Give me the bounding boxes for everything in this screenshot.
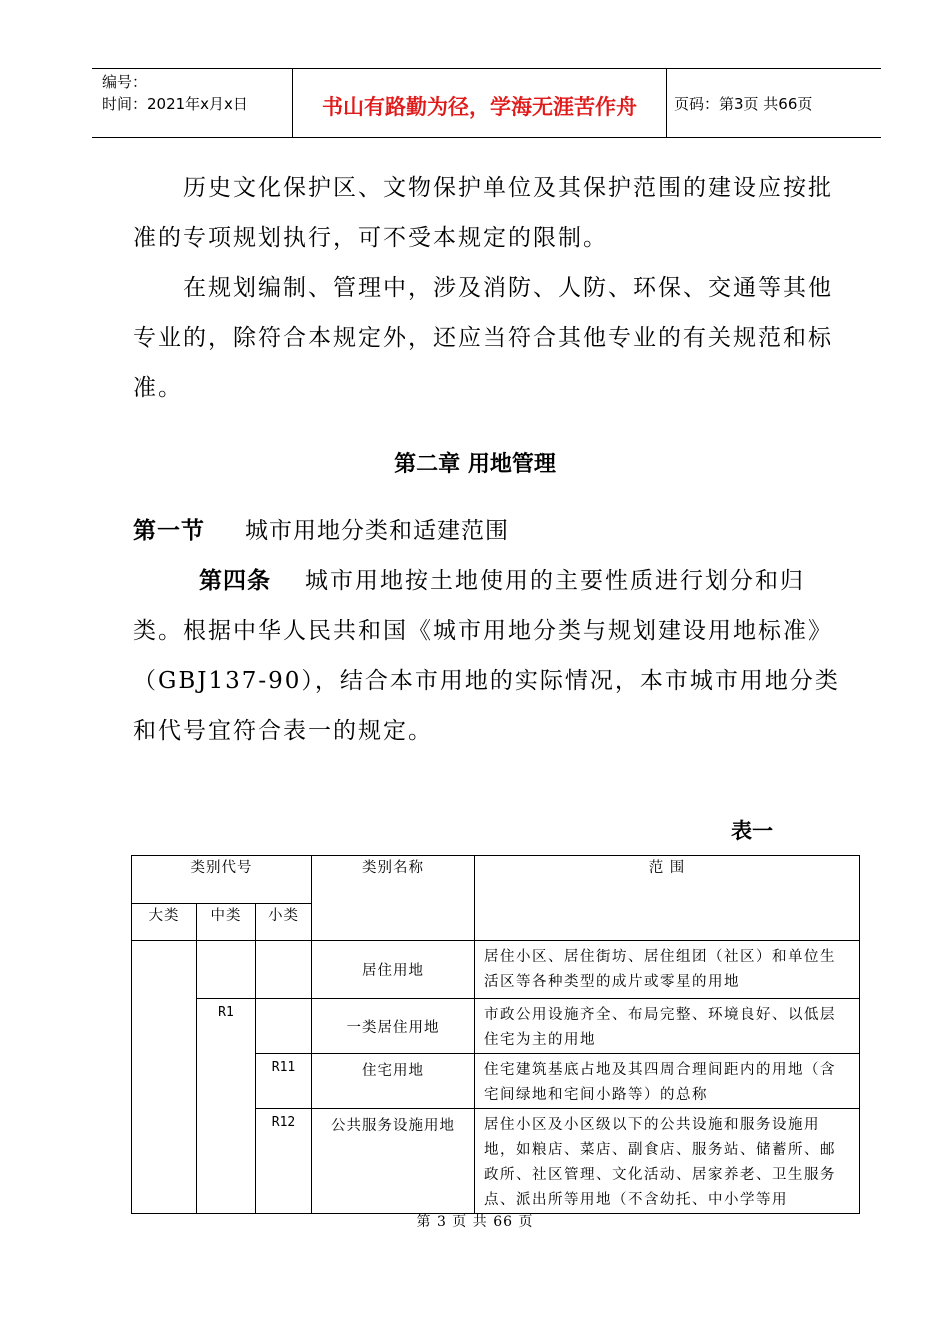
cell-minor: R11 bbox=[256, 1054, 312, 1109]
cell-scope: 居住小区及小区级以下的公共设施和服务设施用地，如粮店、菜店、副食店、服务站、储蓄所、邮政所、社区管理、文化活动、居家养老、卫生服务点、派出所等用地（不含幼托、中小学等用 bbox=[475, 1109, 860, 1214]
paragraph-historic-protection: 历史文化保护区、文物保护单位及其保护范围的建设应按批准的专项规划执行，可不受本规定的限制。 bbox=[133, 175, 833, 251]
article-number: 第四条 bbox=[199, 568, 271, 594]
cell-major bbox=[132, 941, 197, 1214]
section-title: 城市用地分类和适建范围 bbox=[245, 518, 509, 544]
cell-scope: 市政公用设施齐全、布局完整、环境良好、以低层住宅为主的用地 bbox=[475, 999, 860, 1054]
header-slogan: 书山有路勤为径，学海无涯苦作舟 bbox=[322, 94, 637, 119]
header-slogan-cell bbox=[292, 69, 667, 137]
document-time-label: 时间：2021年x月x日 bbox=[102, 95, 248, 113]
article-paragraph bbox=[133, 556, 853, 756]
header-meta bbox=[92, 69, 292, 137]
cell-name: 一类居住用地 bbox=[312, 999, 475, 1054]
cell-minor: R12 bbox=[256, 1109, 312, 1214]
chapter-title: 第二章 用地管理 bbox=[394, 452, 556, 477]
header-page-info: 页码：第3页 共66页 bbox=[674, 95, 813, 113]
cell-name: 公共服务设施用地 bbox=[312, 1109, 475, 1214]
header-category-name: 类别名称 bbox=[312, 856, 475, 941]
section-heading bbox=[133, 512, 509, 545]
paragraph-other-specialties: 在规划编制、管理中，涉及消防、人防、环保、交通等其他专业的，除符合本规定外，还应当符合其他专业的有关规范和标准。 bbox=[133, 275, 833, 401]
cell-name: 住宅用地 bbox=[312, 1054, 475, 1109]
table-row bbox=[132, 941, 860, 999]
cell-name: 居住用地 bbox=[312, 941, 475, 999]
cell-medium: R1 bbox=[197, 999, 256, 1214]
header-code-group: 类别代号 bbox=[132, 856, 312, 904]
cell-medium bbox=[197, 941, 256, 999]
document-number-label: 编号： bbox=[102, 73, 148, 91]
section-number: 第一节 bbox=[133, 518, 205, 544]
header-medium: 中类 bbox=[197, 904, 256, 941]
cell-minor bbox=[256, 941, 312, 999]
page-footer: 第 3 页 共 66 页 bbox=[416, 1214, 534, 1230]
page-header bbox=[92, 68, 881, 138]
cell-scope: 住宅建筑基底占地及其四周合理间距内的用地（含宅间绿地和宅间小路等）的总称 bbox=[475, 1054, 860, 1109]
header-minor: 小类 bbox=[256, 904, 312, 941]
article-text: 城市用地按土地使用的主要性质进行划分和归类。根据中华人民共和国《城市用地分类与规划建设用地标准》（GBJ137-90），结合本市用地的实际情况，本市城市用地分类和代号宜符合表一的规定。 bbox=[133, 568, 840, 744]
table-row bbox=[132, 999, 860, 1054]
table-title: 表一 bbox=[731, 819, 773, 843]
cell-scope: 居住小区、居住街坊、居住组团（社区）和单位生活区等各种类型的成片或零星的用地 bbox=[475, 941, 860, 999]
header-page-cell bbox=[666, 69, 881, 137]
land-use-table bbox=[131, 855, 860, 1214]
header-major: 大类 bbox=[132, 904, 197, 941]
header-scope: 范 围 bbox=[475, 856, 860, 941]
table-header-row bbox=[132, 856, 860, 904]
cell-minor bbox=[256, 999, 312, 1054]
